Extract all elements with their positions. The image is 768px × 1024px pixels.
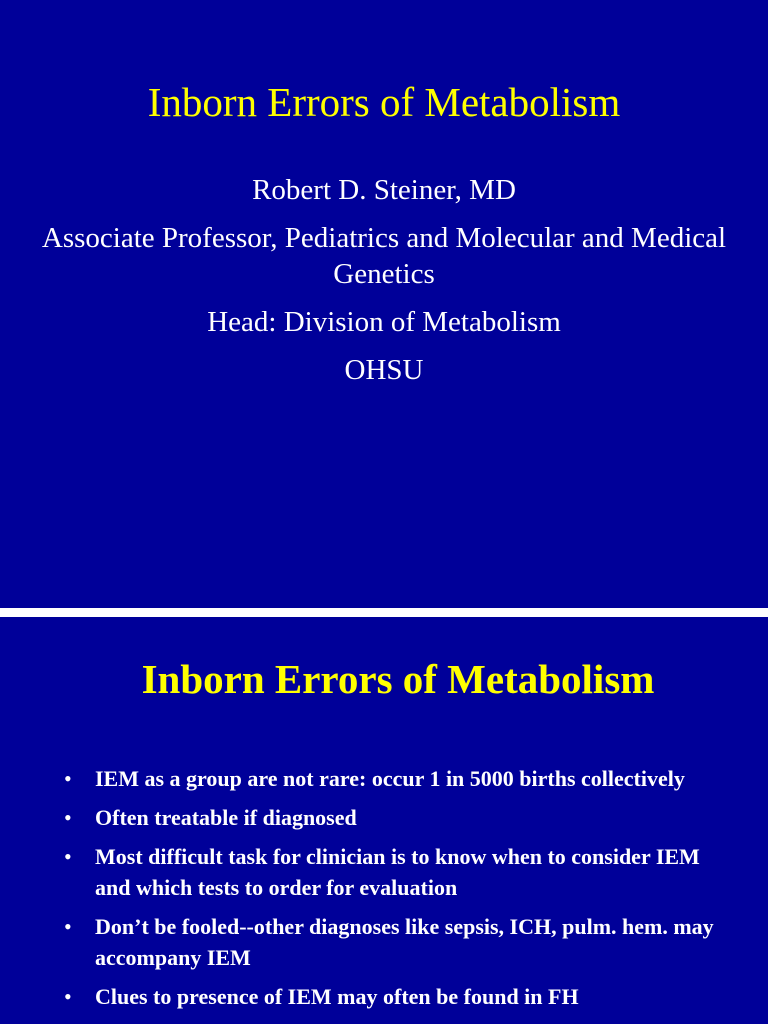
bullet-item	[0, 763, 768, 794]
slide-1-author-block	[40, 172, 728, 400]
bullet-text: Often treatable if diagnosed	[95, 805, 357, 830]
slide-2	[0, 617, 768, 1024]
bullet-icon: •	[64, 844, 72, 869]
bullet-icon: •	[64, 984, 72, 1009]
bullet-list	[0, 763, 768, 1020]
bullet-item	[0, 841, 768, 903]
bullet-item	[0, 911, 768, 973]
author-name: Robert D. Steiner, MD	[252, 174, 516, 206]
bullet-text: Most difficult task for clinician is to know when to consider IEM and which tests to order for evaluation	[95, 844, 700, 900]
bullet-icon: •	[64, 805, 72, 830]
slide-2-title: Inborn Errors of Metabolism	[141, 656, 655, 702]
author-institution: OHSU	[344, 354, 424, 386]
bullet-text: Clues to presence of IEM may often be found in FH	[95, 984, 579, 1009]
bullet-item	[0, 802, 768, 833]
bullet-icon: •	[64, 766, 72, 791]
slide-1-title: Inborn Errors of Metabolism	[147, 79, 621, 125]
bullet-text: IEM as a group are not rare: occur 1 in 5000 births collectively	[95, 766, 685, 791]
author-position: Associate Professor, Pediatrics and Molecular and Medical Genetics	[41, 222, 727, 290]
author-division: Head: Division of Metabolism	[207, 306, 561, 338]
bullet-icon: •	[64, 914, 72, 939]
bullet-text: Don’t be fooled--other diagnoses like sepsis, ICH, pulm. hem. may accompany IEM	[95, 914, 714, 970]
bullet-item	[0, 981, 768, 1012]
